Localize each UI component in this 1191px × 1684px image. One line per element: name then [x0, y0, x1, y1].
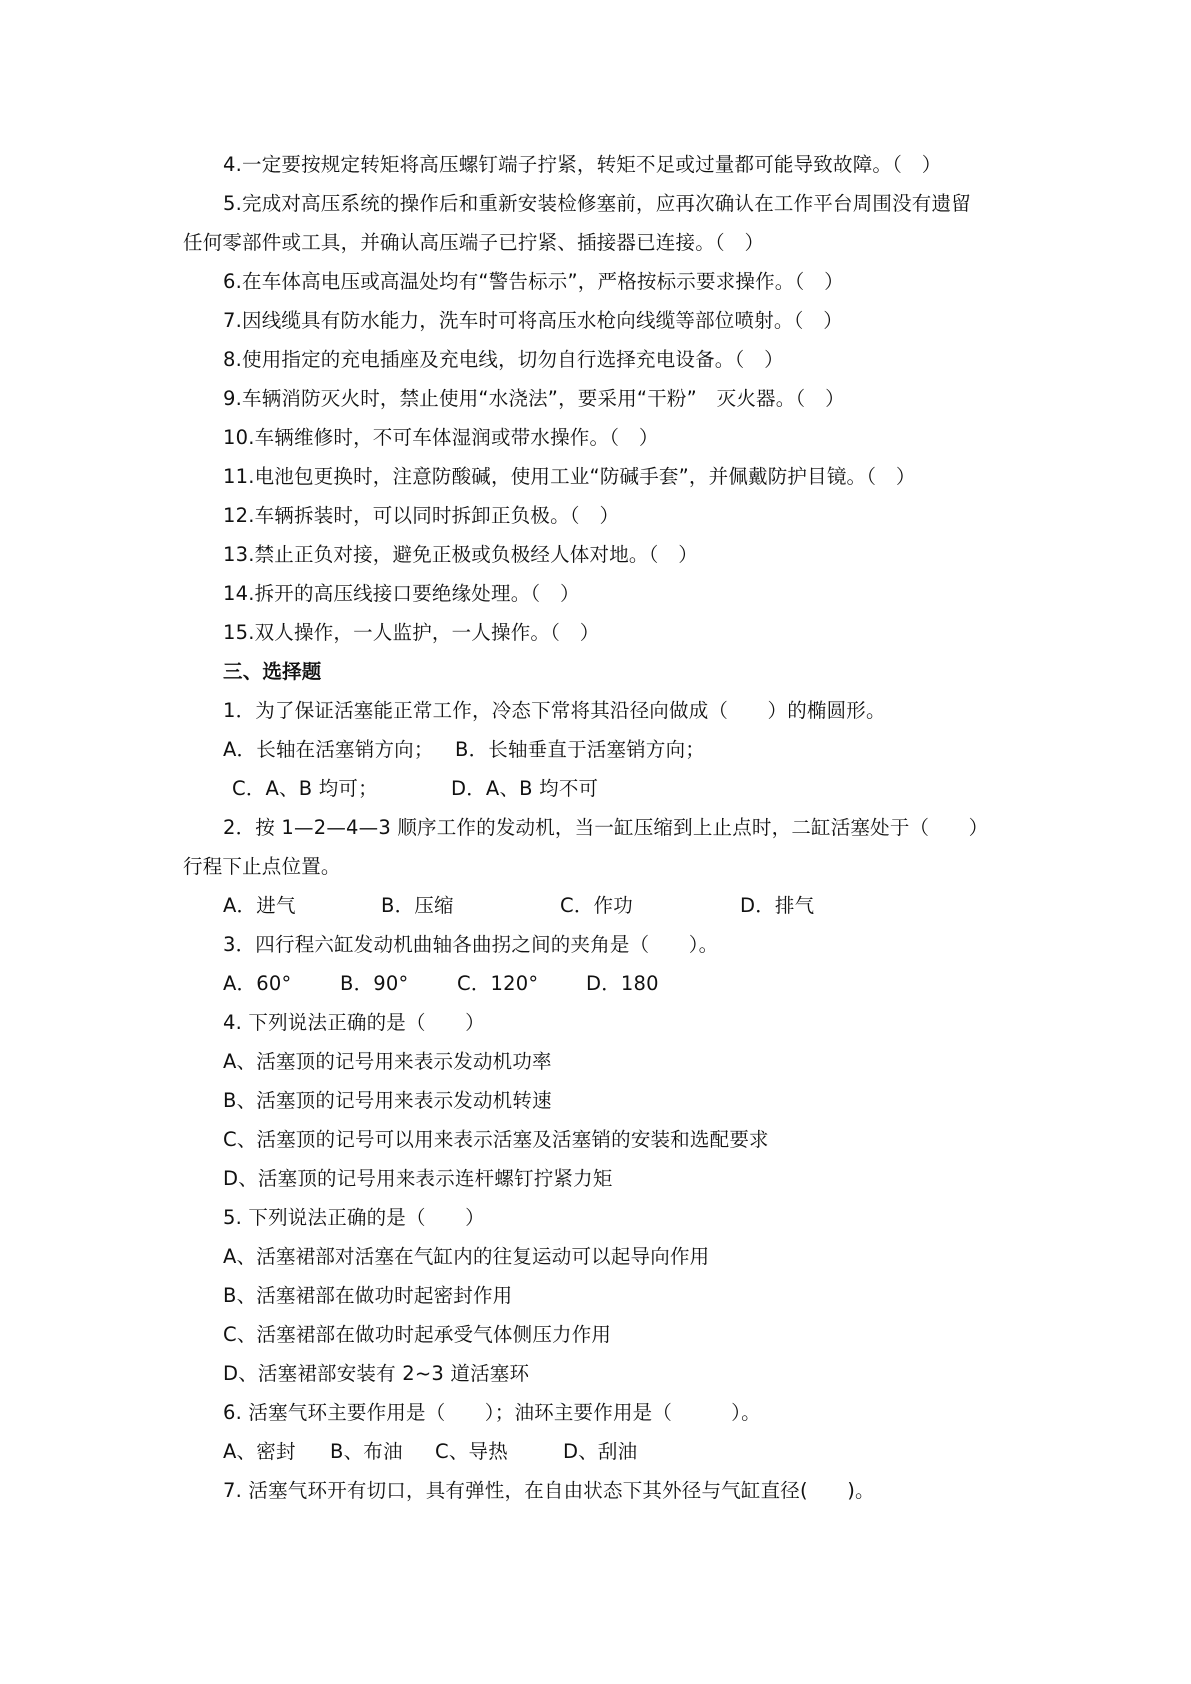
option-d: D．A、B 均不可	[451, 777, 599, 800]
choice-question-1: 1．为了保证活塞能正常工作，冷态下常将其沿径向做成（ ）的椭圆形。	[223, 699, 886, 722]
option-c: C、导热	[435, 1440, 508, 1463]
judgment-item-5-continued: 任何零部件或工具，并确认高压端子已拧紧、插接器已连接。（ ）	[183, 231, 765, 254]
judgment-item-4: 4.一定要按规定转矩将高压螺钉端子拧紧，转矩不足或过量都可能导致故障。（ ）	[223, 153, 942, 176]
judgment-item-5: 5.完成对高压系统的操作后和重新安装检修塞前，应再次确认在工作平台周围没有遗留	[223, 192, 971, 215]
option-a: A．60°	[223, 972, 292, 995]
choice-question-4-option-b: B、活塞顶的记号用来表示发动机转速	[223, 1089, 552, 1112]
choice-question-5-option-c: C、活塞裙部在做功时起承受气体侧压力作用	[223, 1323, 612, 1346]
choice-question-4: 4. 下列说法正确的是（ ）	[223, 1011, 485, 1034]
option-b: B、布油	[330, 1440, 403, 1463]
choice-question-4-option-d: D、活塞顶的记号用来表示连杆螺钉拧紧力矩	[223, 1167, 613, 1190]
option-c: C．A、B 均可；	[232, 777, 378, 800]
choice-question-4-option-c: C、活塞顶的记号可以用来表示活塞及活塞销的安装和选配要求	[223, 1128, 769, 1151]
judgment-item-7: 7.因线缆具有防水能力，洗车时可将高压水枪向线缆等部位喷射。（ ）	[223, 309, 843, 332]
option-c: C．120°	[457, 972, 539, 995]
judgment-item-14: 14.拆开的高压线接口要绝缘处理。（ ）	[223, 582, 580, 605]
option-d: D、刮油	[563, 1440, 638, 1463]
choice-question-5: 5. 下列说法正确的是（ ）	[223, 1206, 485, 1229]
judgment-item-15: 15.双人操作，一人监护，一人操作。（ ）	[223, 621, 600, 644]
choice-question-5-option-a: A、活塞裙部对活塞在气缸内的往复运动可以起导向作用	[223, 1245, 710, 1268]
section-heading: 三、选择题	[223, 660, 322, 683]
judgment-item-9: 9.车辆消防灭火时，禁止使用“水浇法”，要采用“干粉” 灭火器。（ ）	[223, 387, 845, 410]
judgment-item-8: 8.使用指定的充电插座及充电线，切勿自行选择充电设备。（ ）	[223, 348, 784, 371]
option-b: B．长轴垂直于活塞销方向；	[455, 738, 705, 761]
judgment-item-10: 10.车辆维修时，不可车体湿润或带水操作。（ ）	[223, 426, 659, 449]
choice-question-1-options-ab	[223, 730, 1083, 769]
choice-question-2-options	[223, 886, 1083, 925]
choice-question-2-continued: 行程下止点位置。	[183, 855, 341, 878]
option-a: A、密封	[223, 1440, 296, 1463]
judgment-item-6: 6.在车体高电压或高温处均有“警告标示”，严格按标示要求操作。（ ）	[223, 270, 844, 293]
option-a: A．进气	[223, 894, 296, 917]
choice-question-4-option-a: A、活塞顶的记号用来表示发动机功率	[223, 1050, 552, 1073]
choice-question-6: 6. 活塞气环主要作用是（ ）；油环主要作用是（ ）。	[223, 1401, 761, 1424]
judgment-item-13: 13.禁止正负对接，避免正极或负极经人体对地。（ ）	[223, 543, 698, 566]
choice-question-1-options-cd	[232, 769, 1092, 808]
choice-question-7: 7. 活塞气环开有切口，具有弹性，在自由状态下其外径与气缸直径( )。	[223, 1479, 875, 1502]
option-b: B．90°	[340, 972, 409, 995]
choice-question-2: 2．按 1—2—4—3 顺序工作的发动机，当一缸压缩到上止点时，二缸活塞处于（ ）	[223, 816, 989, 839]
option-a: A．长轴在活塞销方向；	[223, 738, 434, 761]
choice-question-6-options	[223, 1432, 1083, 1471]
option-d: D．排气	[740, 894, 815, 917]
option-b: B．压缩	[381, 894, 454, 917]
judgment-item-11: 11.电池包更换时，注意防酸碱，使用工业“防碱手套”，并佩戴防护目镜。（ ）	[223, 465, 916, 488]
judgment-item-12: 12.车辆拆装时，可以同时拆卸正负极。（ ）	[223, 504, 620, 527]
option-c: C．作功	[560, 894, 633, 917]
choice-question-3: 3．四行程六缸发动机曲轴各曲拐之间的夹角是（ ）。	[223, 933, 719, 956]
choice-question-3-options	[223, 964, 1083, 1003]
choice-question-5-option-d: D、活塞裙部安装有 2~3 道活塞环	[223, 1362, 530, 1385]
option-d: D．180	[586, 972, 659, 995]
choice-question-5-option-b: B、活塞裙部在做功时起密封作用	[223, 1284, 513, 1307]
